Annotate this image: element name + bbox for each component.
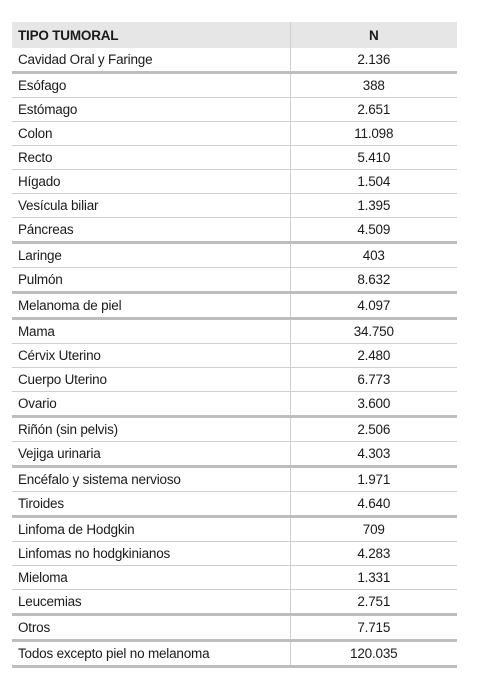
table-row [12,517,457,542]
tumor-type-cell: Todos excepto piel no melanoma [12,641,290,667]
case-count-cell: 3.600 [290,392,457,417]
tumor-type-cell: Estómago [12,98,290,122]
table-row [12,218,457,243]
case-count-cell: 2.136 [290,48,457,73]
table-row [12,368,457,392]
tumor-type-cell: Vesícula biliar [12,194,290,218]
case-count-cell: 4.640 [290,492,457,517]
case-count-cell: 6.773 [290,368,457,392]
table-row [12,566,457,590]
table-row [12,467,457,492]
tumor-type-cell: Cuerpo Uterino [12,368,290,392]
tumor-type-cell: Encéfalo y sistema nervioso [12,467,290,492]
table-row [12,392,457,417]
tumor-type-cell: Hígado [12,170,290,194]
table-row [12,442,457,467]
tumor-type-cell: Colon [12,122,290,146]
case-count-cell: 5.410 [290,146,457,170]
table-row [12,590,457,615]
tumor-type-cell: Páncreas [12,218,290,243]
case-count-cell: 1.331 [290,566,457,590]
table-row [12,48,457,73]
table-row [12,194,457,218]
table-row [12,122,457,146]
tumor-type-cell: Linfomas no hodgkinianos [12,542,290,566]
table-row [12,344,457,368]
case-count-cell: 4.283 [290,542,457,566]
table-row [12,73,457,98]
header-n: N [290,22,457,48]
table-row [12,615,457,641]
tumor-type-cell: Tiroides [12,492,290,517]
tumor-type-cell: Cérvix Uterino [12,344,290,368]
table-row [12,146,457,170]
tumor-type-cell: Otros [12,615,290,641]
case-count-cell: 120.035 [290,641,457,667]
tumor-type-cell: Riñón (sin pelvis) [12,417,290,442]
tumor-type-cell: Leucemias [12,590,290,615]
case-count-cell: 8.632 [290,268,457,293]
tumor-type-cell: Cavidad Oral y Faringe [12,48,290,73]
case-count-cell: 11.098 [290,122,457,146]
table-row [12,293,457,319]
case-count-cell: 2.480 [290,344,457,368]
case-count-cell: 4.303 [290,442,457,467]
table-row [12,417,457,442]
case-count-cell: 709 [290,517,457,542]
case-count-cell: 1.395 [290,194,457,218]
tumor-type-cell: Laringe [12,243,290,268]
case-count-cell: 4.097 [290,293,457,319]
table-row [12,492,457,517]
table-row [12,641,457,667]
tumor-type-cell: Pulmón [12,268,290,293]
tumor-type-cell: Linfoma de Hodgkin [12,517,290,542]
case-count-cell: 388 [290,73,457,98]
tumor-type-cell: Melanoma de piel [12,293,290,319]
case-count-cell: 1.504 [290,170,457,194]
table-row [12,542,457,566]
table-row [12,170,457,194]
header-tipo-tumoral: TIPO TUMORAL [12,22,290,48]
case-count-cell: 34.750 [290,319,457,344]
tumor-type-cell: Vejiga urinaria [12,442,290,467]
table-row [12,243,457,268]
case-count-cell: 403 [290,243,457,268]
case-count-cell: 4.509 [290,218,457,243]
table-row [12,268,457,293]
table-header-row [12,22,457,48]
table-row [12,98,457,122]
tumor-type-cell: Mama [12,319,290,344]
case-count-cell: 1.971 [290,467,457,492]
table-row [12,319,457,344]
case-count-cell: 2.651 [290,98,457,122]
tumor-type-cell: Ovario [12,392,290,417]
case-count-cell: 2.751 [290,590,457,615]
case-count-cell: 2.506 [290,417,457,442]
table-body [12,48,457,667]
tumor-type-cell: Mieloma [12,566,290,590]
tumor-type-cell: Recto [12,146,290,170]
tumor-table [12,22,457,668]
tumor-type-cell: Esófago [12,73,290,98]
tumor-table-container [12,22,457,668]
case-count-cell: 7.715 [290,615,457,641]
